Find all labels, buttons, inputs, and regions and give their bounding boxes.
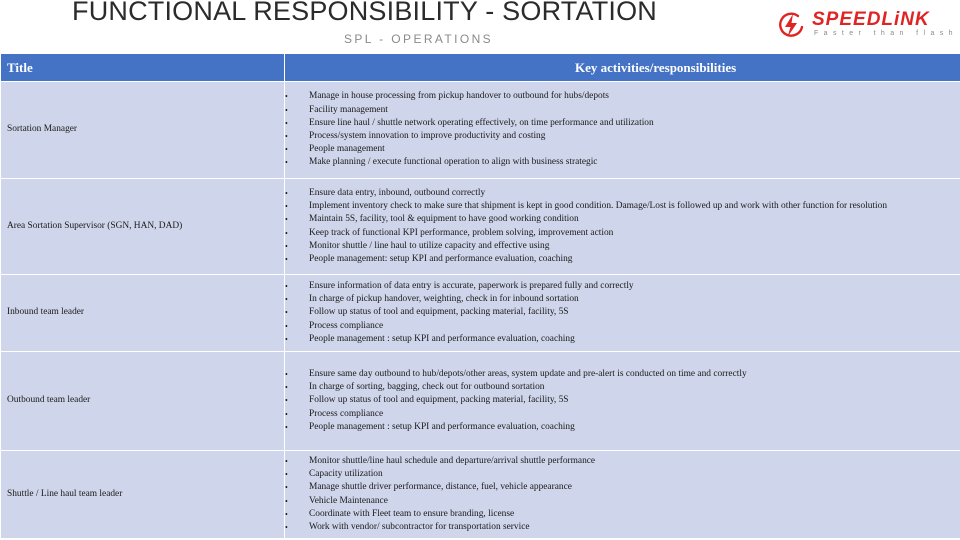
activity-item: • Keep track of functional KPI performance, problem solving, improvement action bbox=[285, 227, 952, 240]
activities-cell bbox=[285, 82, 960, 179]
activity-item: • Maintain 5S, facility, tool & equipment to have good working condition bbox=[285, 213, 952, 226]
activity-item: • Ensure line haul / shuttle network operating effectively, on time performance and utilization bbox=[285, 117, 952, 130]
activity-item: • Ensure data entry, inbound, outbound correctly bbox=[285, 187, 952, 200]
activity-item: • Follow up status of tool and equipment, packing material, facility, 5S bbox=[285, 306, 952, 319]
table-row bbox=[1, 82, 960, 179]
table-header-row bbox=[1, 54, 960, 82]
speedlink-logo bbox=[774, 6, 960, 46]
activity-item: • People management bbox=[285, 143, 952, 156]
activity-item: • People management : setup KPI and performance evaluation, coaching bbox=[285, 333, 952, 346]
activity-item: • Follow up status of tool and equipment, packing material, facility, 5S bbox=[285, 394, 952, 407]
activity-item: • Monitor shuttle/line haul schedule and departure/arrival shuttle performance bbox=[285, 455, 952, 468]
activities-list bbox=[285, 368, 952, 434]
logo-tagline: Faster than flash bbox=[814, 30, 958, 37]
activity-item: • Ensure same day outbound to hub/depots/other areas, system update and pre-alert is conducted on time and correctly bbox=[285, 368, 952, 381]
activity-item: • Work with vendor/ subcontractor for transportation service bbox=[285, 521, 952, 534]
activity-item: • Monitor shuttle / line haul to utilize capacity and effective using bbox=[285, 240, 952, 253]
role-title: Sortation Manager bbox=[1, 82, 285, 179]
activity-item: • People management: setup KPI and performance evaluation, coaching bbox=[285, 253, 952, 266]
activities-list bbox=[285, 90, 952, 169]
table-row bbox=[1, 352, 960, 451]
role-title: Outbound team leader bbox=[1, 352, 285, 451]
activity-item: • People management : setup KPI and performance evaluation, coaching bbox=[285, 421, 952, 434]
activity-item: • Implement inventory check to make sure that shipment is kept in good condition. Damage/Lost is followed up and work with other function for resolution bbox=[285, 200, 952, 213]
activity-item: • Manage shuttle driver performance, distance, fuel, vehicle appearance bbox=[285, 481, 952, 494]
table-row bbox=[1, 451, 960, 539]
activity-item: • In charge of sorting, bagging, check out for outbound sortation bbox=[285, 381, 952, 394]
activity-item: • Manage in house processing from pickup handover to outbound for hubs/depots bbox=[285, 90, 952, 103]
activities-cell bbox=[285, 352, 960, 451]
activity-item: • Coordinate with Fleet team to ensure branding, license bbox=[285, 508, 952, 521]
responsibility-table bbox=[0, 53, 960, 539]
activities-list bbox=[285, 280, 952, 346]
activities-cell bbox=[285, 451, 960, 539]
activity-item: • Process compliance bbox=[285, 408, 952, 421]
activity-item: • Ensure information of data entry is accurate, paperwork is prepared fully and correctly bbox=[285, 280, 952, 293]
table-row bbox=[1, 179, 960, 275]
role-title: Inbound team leader bbox=[1, 275, 285, 352]
activities-list bbox=[285, 455, 952, 534]
role-title: Area Sortation Supervisor (SGN, HAN, DAD) bbox=[1, 179, 285, 275]
activity-item: • Facility management bbox=[285, 104, 952, 117]
table-row bbox=[1, 275, 960, 352]
activities-cell bbox=[285, 275, 960, 352]
activities-list bbox=[285, 187, 952, 266]
role-title: Shuttle / Line haul team leader bbox=[1, 451, 285, 539]
activity-item: • Vehicle Maintenance bbox=[285, 495, 952, 508]
header-title: Title bbox=[1, 54, 285, 82]
lightning-circle-icon bbox=[776, 10, 806, 40]
logo-brand: SPEEDLiNK bbox=[812, 9, 930, 30]
page-title: FUNCTIONAL RESPONSIBILITY - SORTATION bbox=[72, 0, 657, 26]
activities-cell bbox=[285, 179, 960, 275]
activity-item: • Process/system innovation to improve productivity and costing bbox=[285, 130, 952, 143]
activity-item: • Capacity utilization bbox=[285, 468, 952, 481]
page-subtitle: SPL - OPERATIONS bbox=[344, 32, 494, 46]
header-activities: Key activities/responsibilities bbox=[285, 54, 960, 82]
activity-item: • In charge of pickup handover, weighting, check in for inbound sortation bbox=[285, 293, 952, 306]
activity-item: • Make planning / execute functional operation to align with business strategic bbox=[285, 156, 952, 169]
activity-item: • Process compliance bbox=[285, 320, 952, 333]
